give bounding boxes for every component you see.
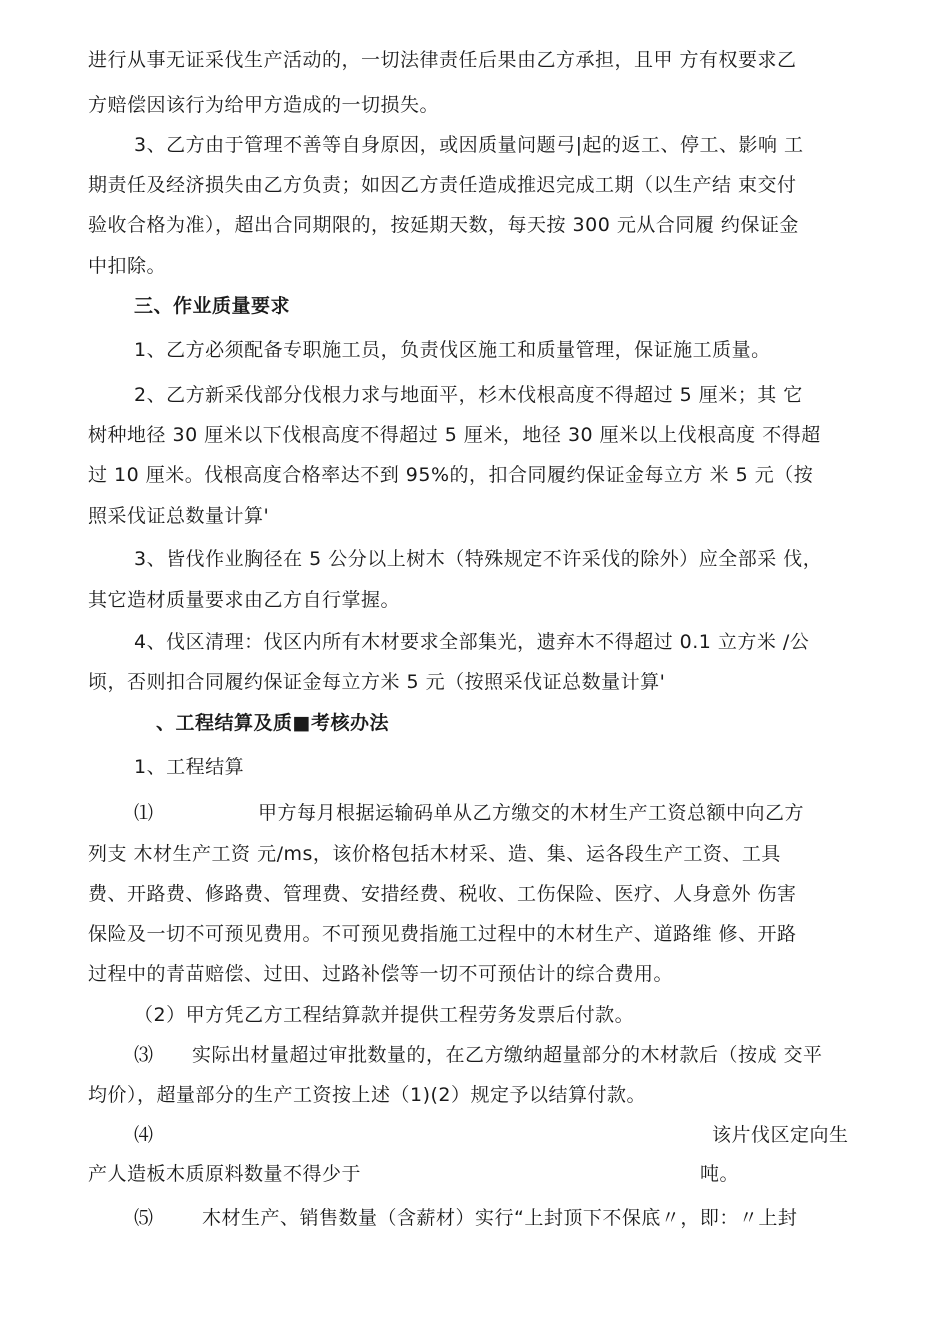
text-line: 实际出材量超过审批数量的，在乙方缴纳超量部分的木材款后（按成 交平: [192, 1044, 823, 1066]
text-line: 该片伐区定向生: [712, 1124, 849, 1146]
text-line: 3、乙方由于管理不善等自身原因，或因质量问题弓|起的返工、停工、影响 工: [134, 134, 804, 156]
text-line: 进行从事无证采伐生产活动的，一切法律责任后果由乙方承担，且甲 方有权要求乙: [88, 49, 797, 71]
text-line: 期责任及经济损失由乙方负责；如因乙方责任造成推迟完成工期（以生产结 束交付: [88, 174, 797, 196]
text-line: 过程中的青苗赔偿、过田、过路补偿等一切不可预估计的综合费用。: [88, 963, 674, 985]
text-line: 1、乙方必须配备专职施工员，负责伐区施工和质量管理，保证施工质量。: [134, 339, 771, 361]
section-heading: 、工程结算及质■考核办法: [156, 712, 389, 734]
text-line: 3、皆伐作业胸径在 5 公分以上树木（特殊规定不许采伐的除外）应全部采 伐，: [134, 548, 823, 570]
text-line: 方赔偿因该行为给甲方造成的一切损失。: [88, 94, 440, 116]
text-line: 甲方每月根据运输码单从乙方缴交的木材生产工资总额中向乙方: [258, 802, 805, 824]
item-number: ⑶: [134, 1044, 154, 1066]
text-line: 保险及一切不可预见费用。不可预见费指施工过程中的木材生产、道路维 修、开路: [88, 923, 797, 945]
text-line: 照采伐证总数量计算': [88, 505, 270, 527]
item-number: ⑴: [134, 802, 154, 824]
text-line: 列支 木材生产工资 元/ms，该价格包括木材采、造、集、运各段生产工资、工具: [88, 843, 781, 865]
text-line: 2、乙方新采伐部分伐根力求与地面平，杉木伐根高度不得超过 5 厘米；其 它: [134, 384, 803, 406]
text-line: 顷，否则扣合同履约保证金每立方米 5 元（按照采伐证总数量计算': [88, 671, 666, 693]
text-line: 过 10 厘米。伐根高度合格率达不到 95%的，扣合同履约保证金每立方 米 5 元（按: [88, 464, 814, 486]
item-number: ⑷: [134, 1124, 154, 1146]
text-line: 树种地径 30 厘米以下伐根高度不得超过 5 厘米，地径 30 厘米以上伐根高度 不得超: [88, 424, 821, 446]
text-line: 吨。: [700, 1163, 740, 1185]
text-line: 木材生产、销售数量（含薪材）实行“上封顶下不保底〃，即：〃上封: [202, 1207, 798, 1229]
text-line: 费、开路费、修路费、管理费、安措经费、税收、工伤保险、医疗、人身意外 伤害: [88, 883, 797, 905]
section-heading: 三、作业质量要求: [134, 295, 291, 317]
text-line: 4、伐区清理：伐区内所有木材要求全部集光，遗弃木不得超过 0.1 立方米 /公: [134, 631, 810, 653]
text-line: （2）甲方凭乙方工程结算款并提供工程劳务发票后付款。: [134, 1004, 635, 1026]
text-line: 其它造材质量要求由乙方自行掌握。: [88, 589, 401, 611]
text-line: 验收合格为准），超出合同期限的，按延期天数，每天按 300 元从合同履 约保证金: [88, 214, 799, 236]
text-line: 中扣除。: [88, 255, 167, 277]
text-line: 1、工程结算: [134, 756, 245, 778]
text-line: 产人造板木质原料数量不得少于: [88, 1163, 362, 1185]
text-line: 均价），超量部分的生产工资按上述（1)(2）规定予以结算付款。: [88, 1084, 647, 1106]
item-number: ⑸: [134, 1207, 154, 1229]
